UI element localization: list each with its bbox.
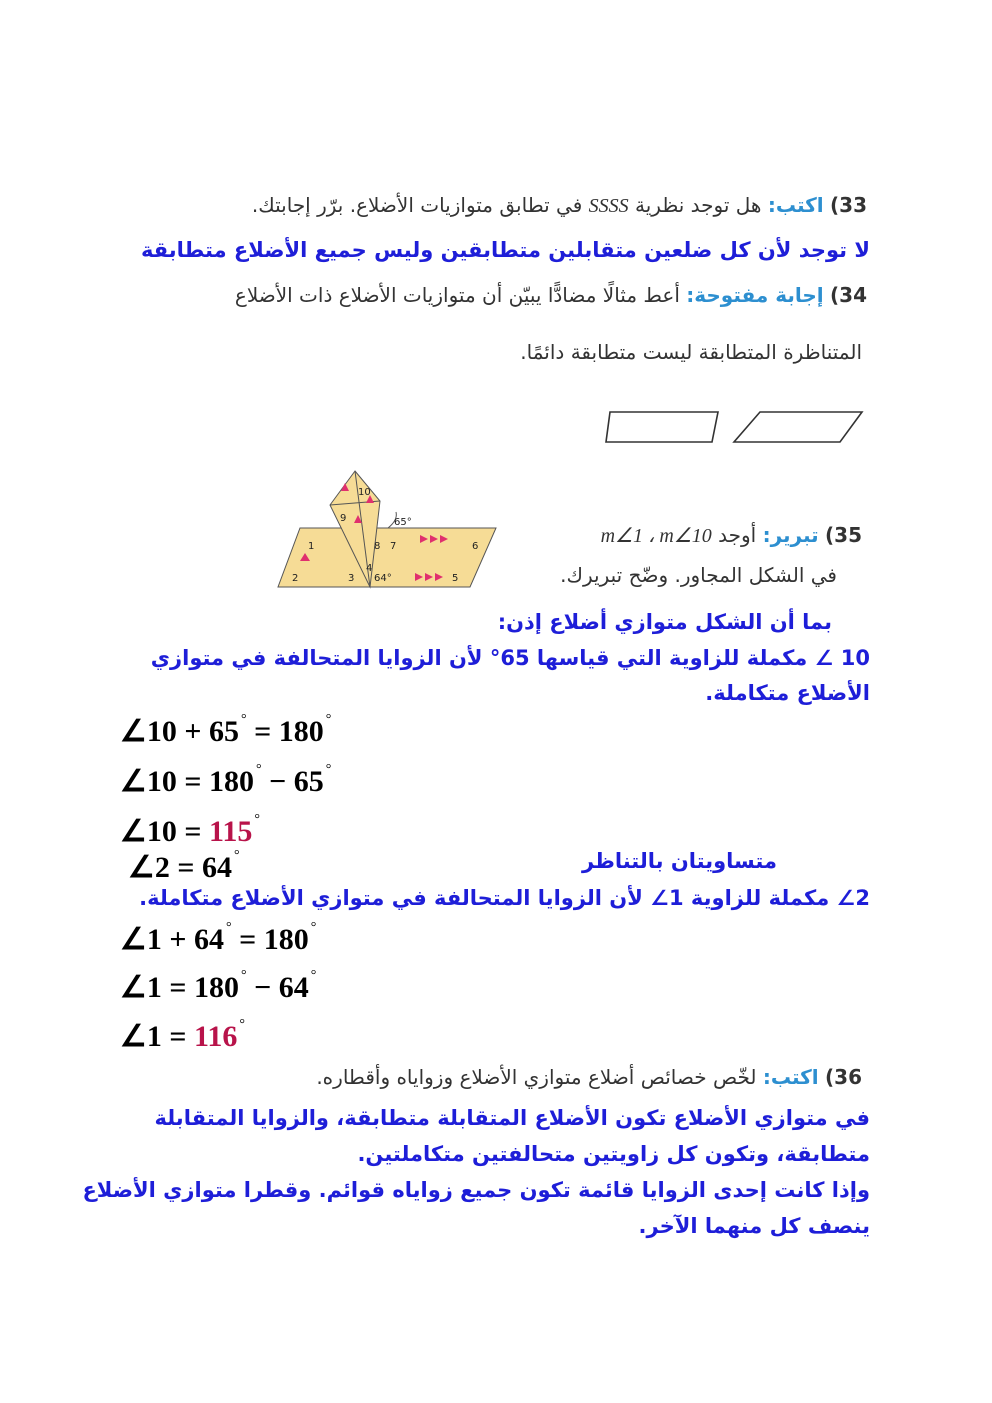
label-2: 2: [292, 573, 299, 584]
q35-text-line2: في الشكل المجاور. وضّح تبريرك.: [560, 563, 837, 587]
q33-number: 33): [830, 193, 867, 217]
q35-answer-intro: بما أن الشكل متوازي أضلاع إذن:: [497, 610, 832, 634]
label-64deg: 64°: [374, 573, 392, 584]
q36-tag: اكتب:: [762, 1065, 819, 1089]
eq6-rhs: − 64: [254, 971, 309, 1004]
q34-number: 34): [830, 283, 867, 307]
label-7: 7: [390, 541, 397, 552]
label-10: 10: [358, 487, 371, 498]
q34-line1: [235, 283, 867, 307]
q36-answer-line3: وإذا كانت إحدى الزوايا قائمة تكون جميع زواياه قوائم. وقطرا متوازي الأضلاع: [82, 1178, 870, 1202]
q35-answer-line2: الأضلاع متكاملة.: [705, 681, 870, 705]
eq6-lhs: ∠1 = 180: [120, 971, 239, 1004]
q34-text-line1: أعط مثالًا مضادًّا يبيّن أن متوازيات الأضلاع ذات الأضلاع: [234, 283, 680, 307]
equal-by-correspondence-note: متساويتان بالتناظر: [582, 849, 777, 873]
q35-angles: m∠1 ، m∠10: [600, 525, 712, 547]
equation-3: ∠10 = 115 °: [120, 812, 260, 848]
q36-line: [316, 1065, 862, 1089]
eq7-result: 116: [194, 1020, 238, 1053]
q36-text: لخّص خصائص أضلاع متوازي الأضلاع وزواياه وأقطاره.: [316, 1065, 757, 1089]
q35-line1: [601, 523, 862, 548]
q33-text-before: هل توجد نظرية: [635, 193, 762, 217]
equation-6: ∠1 = 180 ° − 64 °: [120, 968, 317, 1004]
label-4: 4: [366, 563, 373, 574]
q35-number: 35): [825, 523, 862, 547]
parallelogram-right: [734, 412, 862, 442]
parallelogram-left: [606, 412, 718, 442]
eq1-lhs: ∠10 + 65: [120, 715, 239, 748]
q35-answer-line1: 10 ∠ مكملة للزاوية التي قياسها 65° لأن الزوايا المتحالفة في متوازي: [150, 646, 870, 670]
eq1-rhs: = 180: [254, 715, 324, 748]
eq5-rhs: = 180: [239, 923, 309, 956]
label-3: 3: [348, 573, 355, 584]
label-1: 1: [308, 541, 315, 552]
q34-text-line2: المتناظرة المتطابقة ليست متطابقة دائمًا.: [520, 340, 862, 364]
equation-7: ∠1 = 116 °: [120, 1017, 245, 1053]
label-8: 8: [374, 541, 381, 552]
geometry-figure: [270, 465, 500, 595]
label-5: 5: [452, 573, 459, 584]
eq4-lhs: ∠2 = 64: [128, 851, 232, 884]
eq2-rhs: − 65: [269, 765, 324, 798]
eq3-lhs: ∠10 =: [120, 815, 209, 848]
q33-line: [252, 193, 867, 218]
q34-tag: إجابة مفتوحة:: [686, 283, 824, 307]
eq3-result: 115: [209, 815, 253, 848]
q36-answer-line2: متطابقة، وتكون كل زاويتين متحالفتين متكاملتين.: [357, 1142, 870, 1166]
q33-answer: لا توجد لأن كل ضلعين متقابلين متطابقين وليس جميع الأضلاع متطابقة: [140, 238, 870, 262]
eq5-lhs: ∠1 + 64: [120, 923, 224, 956]
q36-answer-line1: في متوازي الأضلاع تكون الأضلاع المتقابلة متطابقة، والزوايا المتقابلة: [154, 1106, 870, 1130]
parallelograms-figure: [600, 410, 870, 450]
equation-1: ∠10 + 65 ° = 180 °: [120, 712, 332, 748]
q35-answer-line3: 2∠ مكملة للزاوية 1∠ لأن الزوايا المتحالفة في متوازي الأضلاع متكاملة.: [139, 886, 870, 910]
q33-symbol: SSSS: [588, 195, 629, 217]
equation-4: ∠2 = 64 °: [128, 848, 240, 884]
label-9: 9: [340, 513, 347, 524]
eq7-lhs: ∠1 =: [120, 1020, 194, 1053]
label-65deg: 65°: [394, 517, 412, 528]
label-6: 6: [472, 541, 479, 552]
q36-number: 36): [825, 1065, 862, 1089]
eq2-lhs: ∠10 = 180: [120, 765, 254, 798]
q35-tag: تبرير:: [762, 523, 819, 547]
q36-answer-line4: ينصف كل منهما الآخر.: [638, 1214, 870, 1238]
q33-text-after: في تطابق متوازيات الأضلاع. برّر إجابتك.: [251, 193, 583, 217]
equation-5: ∠1 + 64 ° = 180 °: [120, 920, 317, 956]
q35-text-a: أوجد: [718, 523, 757, 547]
equation-2: ∠10 = 180 ° − 65 °: [120, 762, 332, 798]
q33-tag: اكتب:: [767, 193, 824, 217]
